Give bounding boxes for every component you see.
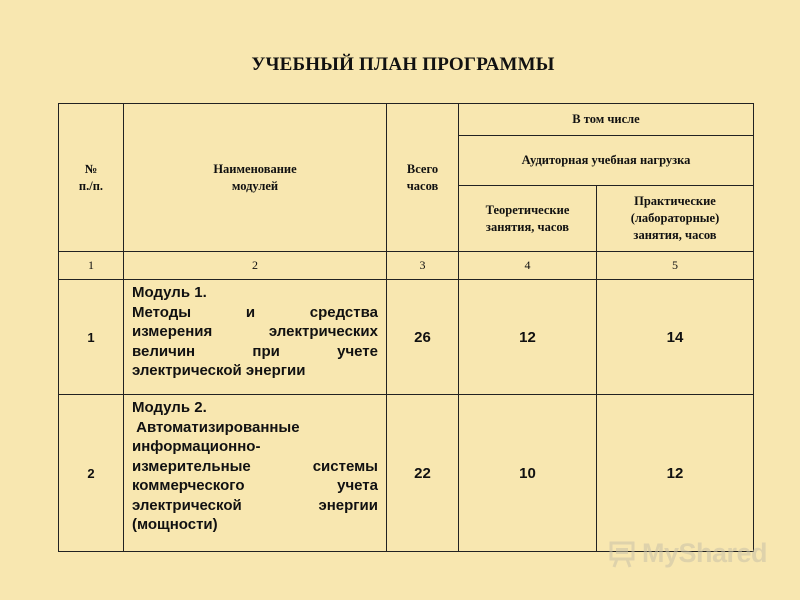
module-name-line: (мощности): [132, 516, 218, 533]
column-number: 5: [597, 252, 754, 280]
total-hours: 22: [387, 395, 459, 552]
module-name-line: величин при учете: [132, 342, 378, 360]
watermark-text: MyShared: [642, 538, 768, 568]
module-name-line: измерения электрических: [132, 323, 378, 340]
header-name: [124, 104, 387, 252]
header-num-line2: п./п.: [78, 178, 104, 193]
header-practice-line2: (лабораторные): [630, 211, 720, 225]
module-name-line: электрической энергии: [132, 362, 306, 379]
module-name-line: Автоматизированные: [132, 418, 300, 436]
module-name-line: измерительные системы: [132, 457, 378, 475]
column-number: 4: [459, 252, 597, 280]
row-num: 2: [59, 395, 124, 552]
header-num: [59, 104, 124, 252]
page-title: УЧЕБНЫЙ ПЛАН ПРОГРАММЫ: [251, 54, 555, 75]
module-name-line: Модуль 1.: [132, 284, 207, 301]
total-hours: 26: [387, 280, 459, 395]
header-name-line1: Наименование: [213, 161, 297, 176]
header-num-line1: №: [84, 161, 98, 176]
theory-hours: 10: [459, 395, 597, 552]
header-total-line2: часов: [406, 178, 439, 193]
column-number: 2: [124, 252, 387, 280]
header-practice-line1: Практические: [634, 194, 716, 208]
header-practice: [597, 186, 754, 252]
practice-hours: 14: [597, 280, 754, 395]
module-name-line: информационно-: [132, 438, 261, 455]
module-name-line: Методы и средства: [132, 303, 378, 321]
theory-hours: 12: [459, 280, 597, 395]
header-row-1: [59, 104, 754, 136]
module-name-line: коммерческого учета: [132, 477, 378, 494]
curriculum-table: [58, 103, 754, 552]
header-including: В том числе: [459, 104, 754, 136]
table-row: [59, 395, 754, 552]
header-total: [387, 104, 459, 252]
header-theory-line2: занятия, часов: [485, 219, 570, 234]
module-name: [124, 280, 387, 395]
presentation-board-icon: [608, 539, 638, 569]
header-total-line1: Всего: [406, 161, 439, 176]
column-number: 1: [59, 252, 124, 280]
practice-hours: 12: [597, 395, 754, 552]
header-auditorium-load: Аудиторная учебная нагрузка: [459, 136, 754, 186]
row-num: 1: [59, 280, 124, 395]
column-number: 3: [387, 252, 459, 280]
header-theory-line1: Теоретические: [485, 202, 570, 217]
column-numbers-row: [59, 252, 754, 280]
module-name: [124, 395, 387, 552]
header-theory: [459, 186, 597, 252]
header-name-line2: модулей: [231, 178, 279, 193]
table-row: [59, 280, 754, 395]
header-practice-line3: занятия, часов: [633, 228, 717, 242]
module-name-line: электрической энергии: [132, 496, 378, 514]
watermark: [608, 538, 767, 569]
module-name-line: Модуль 2.: [132, 399, 207, 416]
